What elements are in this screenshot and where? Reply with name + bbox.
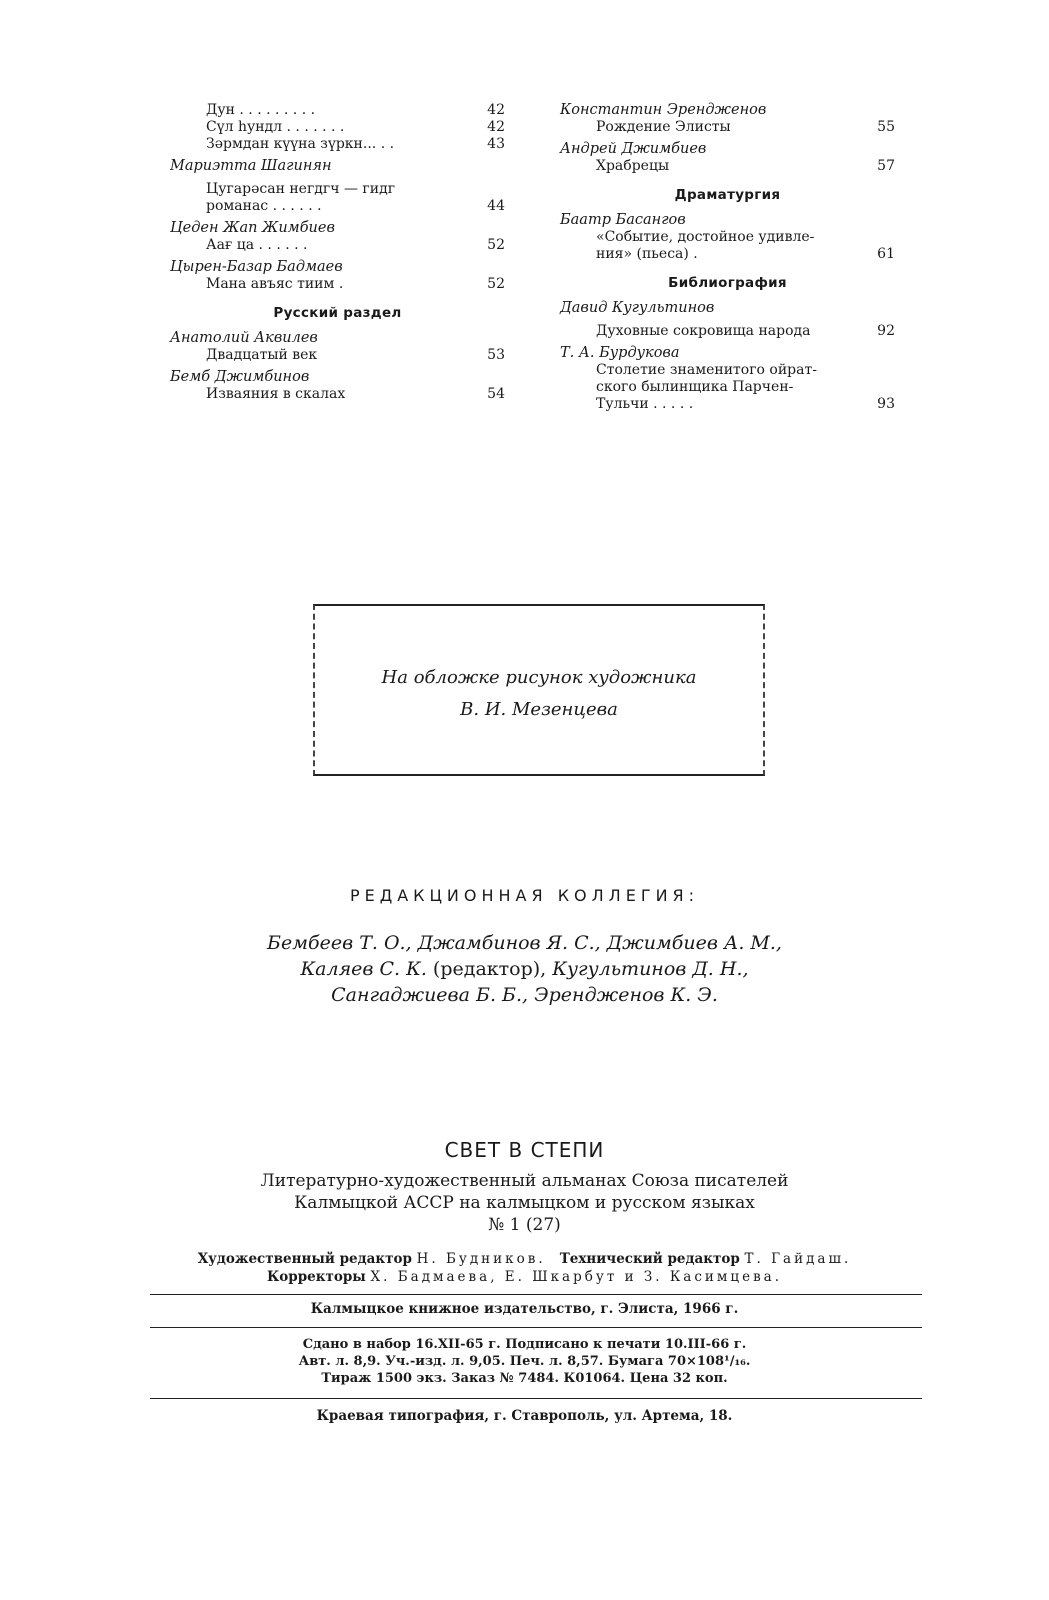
toc-entry bbox=[596, 323, 895, 340]
divider bbox=[150, 1327, 922, 1328]
book-subtitle-line: Литературно-художественный альманах Союза писателей bbox=[260, 1171, 789, 1191]
toc-entry bbox=[206, 237, 505, 254]
cover-note-text bbox=[315, 662, 763, 726]
divider bbox=[150, 1294, 922, 1295]
toc-author: Цырен-Базар Бадмаев bbox=[170, 259, 343, 275]
toc-entry-title: «Событие, достойное удивле- ния» (пьеса) . bbox=[596, 229, 815, 262]
toc-entry bbox=[596, 158, 895, 175]
toc-entry-page: 61 bbox=[877, 246, 895, 262]
art-editor-name: Н. Будников. bbox=[416, 1251, 546, 1267]
toc-entry-page: 52 bbox=[487, 276, 505, 292]
publisher-line: Калмыцкое книжное издательство, г. Элиста, 1966 г. bbox=[310, 1301, 739, 1317]
board-line: Бембеев Т. О., Джамбинов Я. С., Джимбиев А. М., bbox=[267, 932, 782, 954]
print-info-line: Сдано в набор 16.XII-65 г. Подписано к печати 10.III-66 г. bbox=[302, 1337, 747, 1352]
book-title: СВЕТ В СТЕПИ bbox=[444, 1138, 605, 1162]
toc-section-heading: Библиография bbox=[668, 275, 787, 291]
cover-note-line: На обложке рисунок художника bbox=[381, 667, 697, 688]
toc-entry-title: Духовные сокровища народа bbox=[596, 323, 811, 339]
toc-author: Давид Кугультинов bbox=[560, 300, 715, 316]
credits-line bbox=[0, 1268, 1049, 1286]
toc-right-column bbox=[560, 102, 895, 413]
tech-editor-name: Т. Гайдаш. bbox=[744, 1251, 852, 1267]
toc-author: Андрей Джимбиев bbox=[560, 141, 707, 157]
editorial-board-title: РЕДАКЦИОННАЯ КОЛЛЕГИЯ: bbox=[349, 886, 700, 905]
toc-entry-page: 92 bbox=[877, 323, 895, 339]
toc-entry-page: 52 bbox=[487, 237, 505, 253]
toc-entry bbox=[596, 362, 895, 413]
toc-author: Анатолий Аквилев bbox=[170, 330, 318, 346]
toc-entry-title: Изваяния в скалах bbox=[206, 386, 346, 402]
book-subtitle-line: Калмыцкой АССР на калмыцком и русском языках bbox=[294, 1193, 755, 1213]
toc-author: Баатр Басангов bbox=[560, 212, 686, 228]
credits-line bbox=[0, 1250, 1049, 1268]
toc-entry bbox=[206, 347, 505, 364]
toc-entry-title: Зәрмдан күүна зүркн... . . bbox=[206, 136, 395, 152]
toc-entry bbox=[206, 119, 505, 136]
toc-entry-title: Столетие знаменитого ойрат- ского былинщика Парчен- Тульчи . . . . . bbox=[596, 362, 817, 412]
print-info bbox=[0, 1336, 1049, 1387]
toc-entry-title: Цугарәсан негдгч — гидг романас . . . . . . bbox=[206, 181, 396, 214]
board-line bbox=[0, 956, 1049, 982]
toc-entry-title: Мана авъяс тиим . bbox=[206, 276, 344, 292]
toc-entry bbox=[206, 136, 505, 153]
toc-entry bbox=[596, 119, 895, 136]
toc-entry bbox=[206, 181, 505, 215]
print-info-line: Тираж 1500 экз. Заказ № 7484. К01064. Цена 32 коп. bbox=[321, 1371, 728, 1386]
credits bbox=[0, 1250, 1049, 1286]
toc-entry-page: 93 bbox=[877, 396, 895, 412]
art-editor-label: Художественный редактор bbox=[197, 1251, 412, 1267]
toc-author: Константин Эрендженов bbox=[560, 102, 767, 118]
toc-entry bbox=[206, 102, 505, 119]
toc-section-heading: Русский раздел bbox=[273, 305, 402, 321]
toc-author: Мариэтта Шагинян bbox=[170, 158, 332, 174]
toc-entry-title: Храбрецы bbox=[596, 158, 670, 174]
book-issue: № 1 (27) bbox=[488, 1215, 561, 1235]
toc-entry bbox=[206, 386, 505, 403]
toc-entry-page: 55 bbox=[877, 119, 895, 135]
board-role: (редактор), bbox=[432, 958, 547, 980]
toc-entry bbox=[596, 229, 895, 263]
toc-entry-page: 42 bbox=[487, 119, 505, 135]
toc-entry-title: Дун . . . . . . . . . bbox=[206, 102, 316, 118]
toc-entry-page: 44 bbox=[487, 198, 505, 214]
proofreaders-names: Х. Бадмаева, Е. Шкарбут и З. Касимцева. bbox=[370, 1269, 783, 1285]
board-line: Сангаджиева Б. Б., Эрендженов К. Э. bbox=[331, 984, 718, 1006]
toc-author: Цеден Жап Жимбиев bbox=[170, 220, 335, 236]
toc-entry-title: Аағ ца . . . . . . bbox=[206, 237, 308, 253]
toc-section-heading: Драматургия bbox=[674, 187, 781, 203]
print-info-line: Авт. л. 8,9. Уч.-изд. л. 9,05. Печ. л. 8,57. Бумага 70×108¹/₁₆. bbox=[298, 1354, 751, 1369]
toc-entry-title: Двадцатый век bbox=[206, 347, 318, 363]
toc-entry-title: Рождение Элисты bbox=[596, 119, 731, 135]
book-subtitle bbox=[0, 1170, 1049, 1236]
tech-editor-label: Технический редактор bbox=[559, 1251, 740, 1267]
editorial-board-names bbox=[0, 930, 1049, 1008]
toc-entry-page: 53 bbox=[487, 347, 505, 363]
toc-entry bbox=[206, 276, 505, 293]
toc-author: Т. А. Бурдукова bbox=[560, 345, 680, 361]
toc-entry-page: 54 bbox=[487, 386, 505, 402]
toc-author: Бемб Джимбинов bbox=[170, 369, 310, 385]
toc-left-column bbox=[170, 102, 505, 403]
toc-entry-page: 42 bbox=[487, 102, 505, 118]
toc-entry-page: 43 bbox=[487, 136, 505, 152]
cover-note-frame bbox=[313, 604, 765, 776]
board-name: Каляев С. К. bbox=[300, 958, 427, 980]
printing-house-line: Краевая типография, г. Ставрополь, ул. Артема, 18. bbox=[316, 1408, 733, 1424]
proofreaders-label: Корректоры bbox=[266, 1269, 366, 1285]
divider bbox=[150, 1398, 922, 1399]
toc-entry-title: Сүл һундл . . . . . . . bbox=[206, 119, 345, 135]
board-name: Кугультинов Д. Н., bbox=[552, 958, 749, 980]
toc-entry-page: 57 bbox=[877, 158, 895, 174]
cover-note-artist: В. И. Мезенцева bbox=[460, 699, 618, 720]
